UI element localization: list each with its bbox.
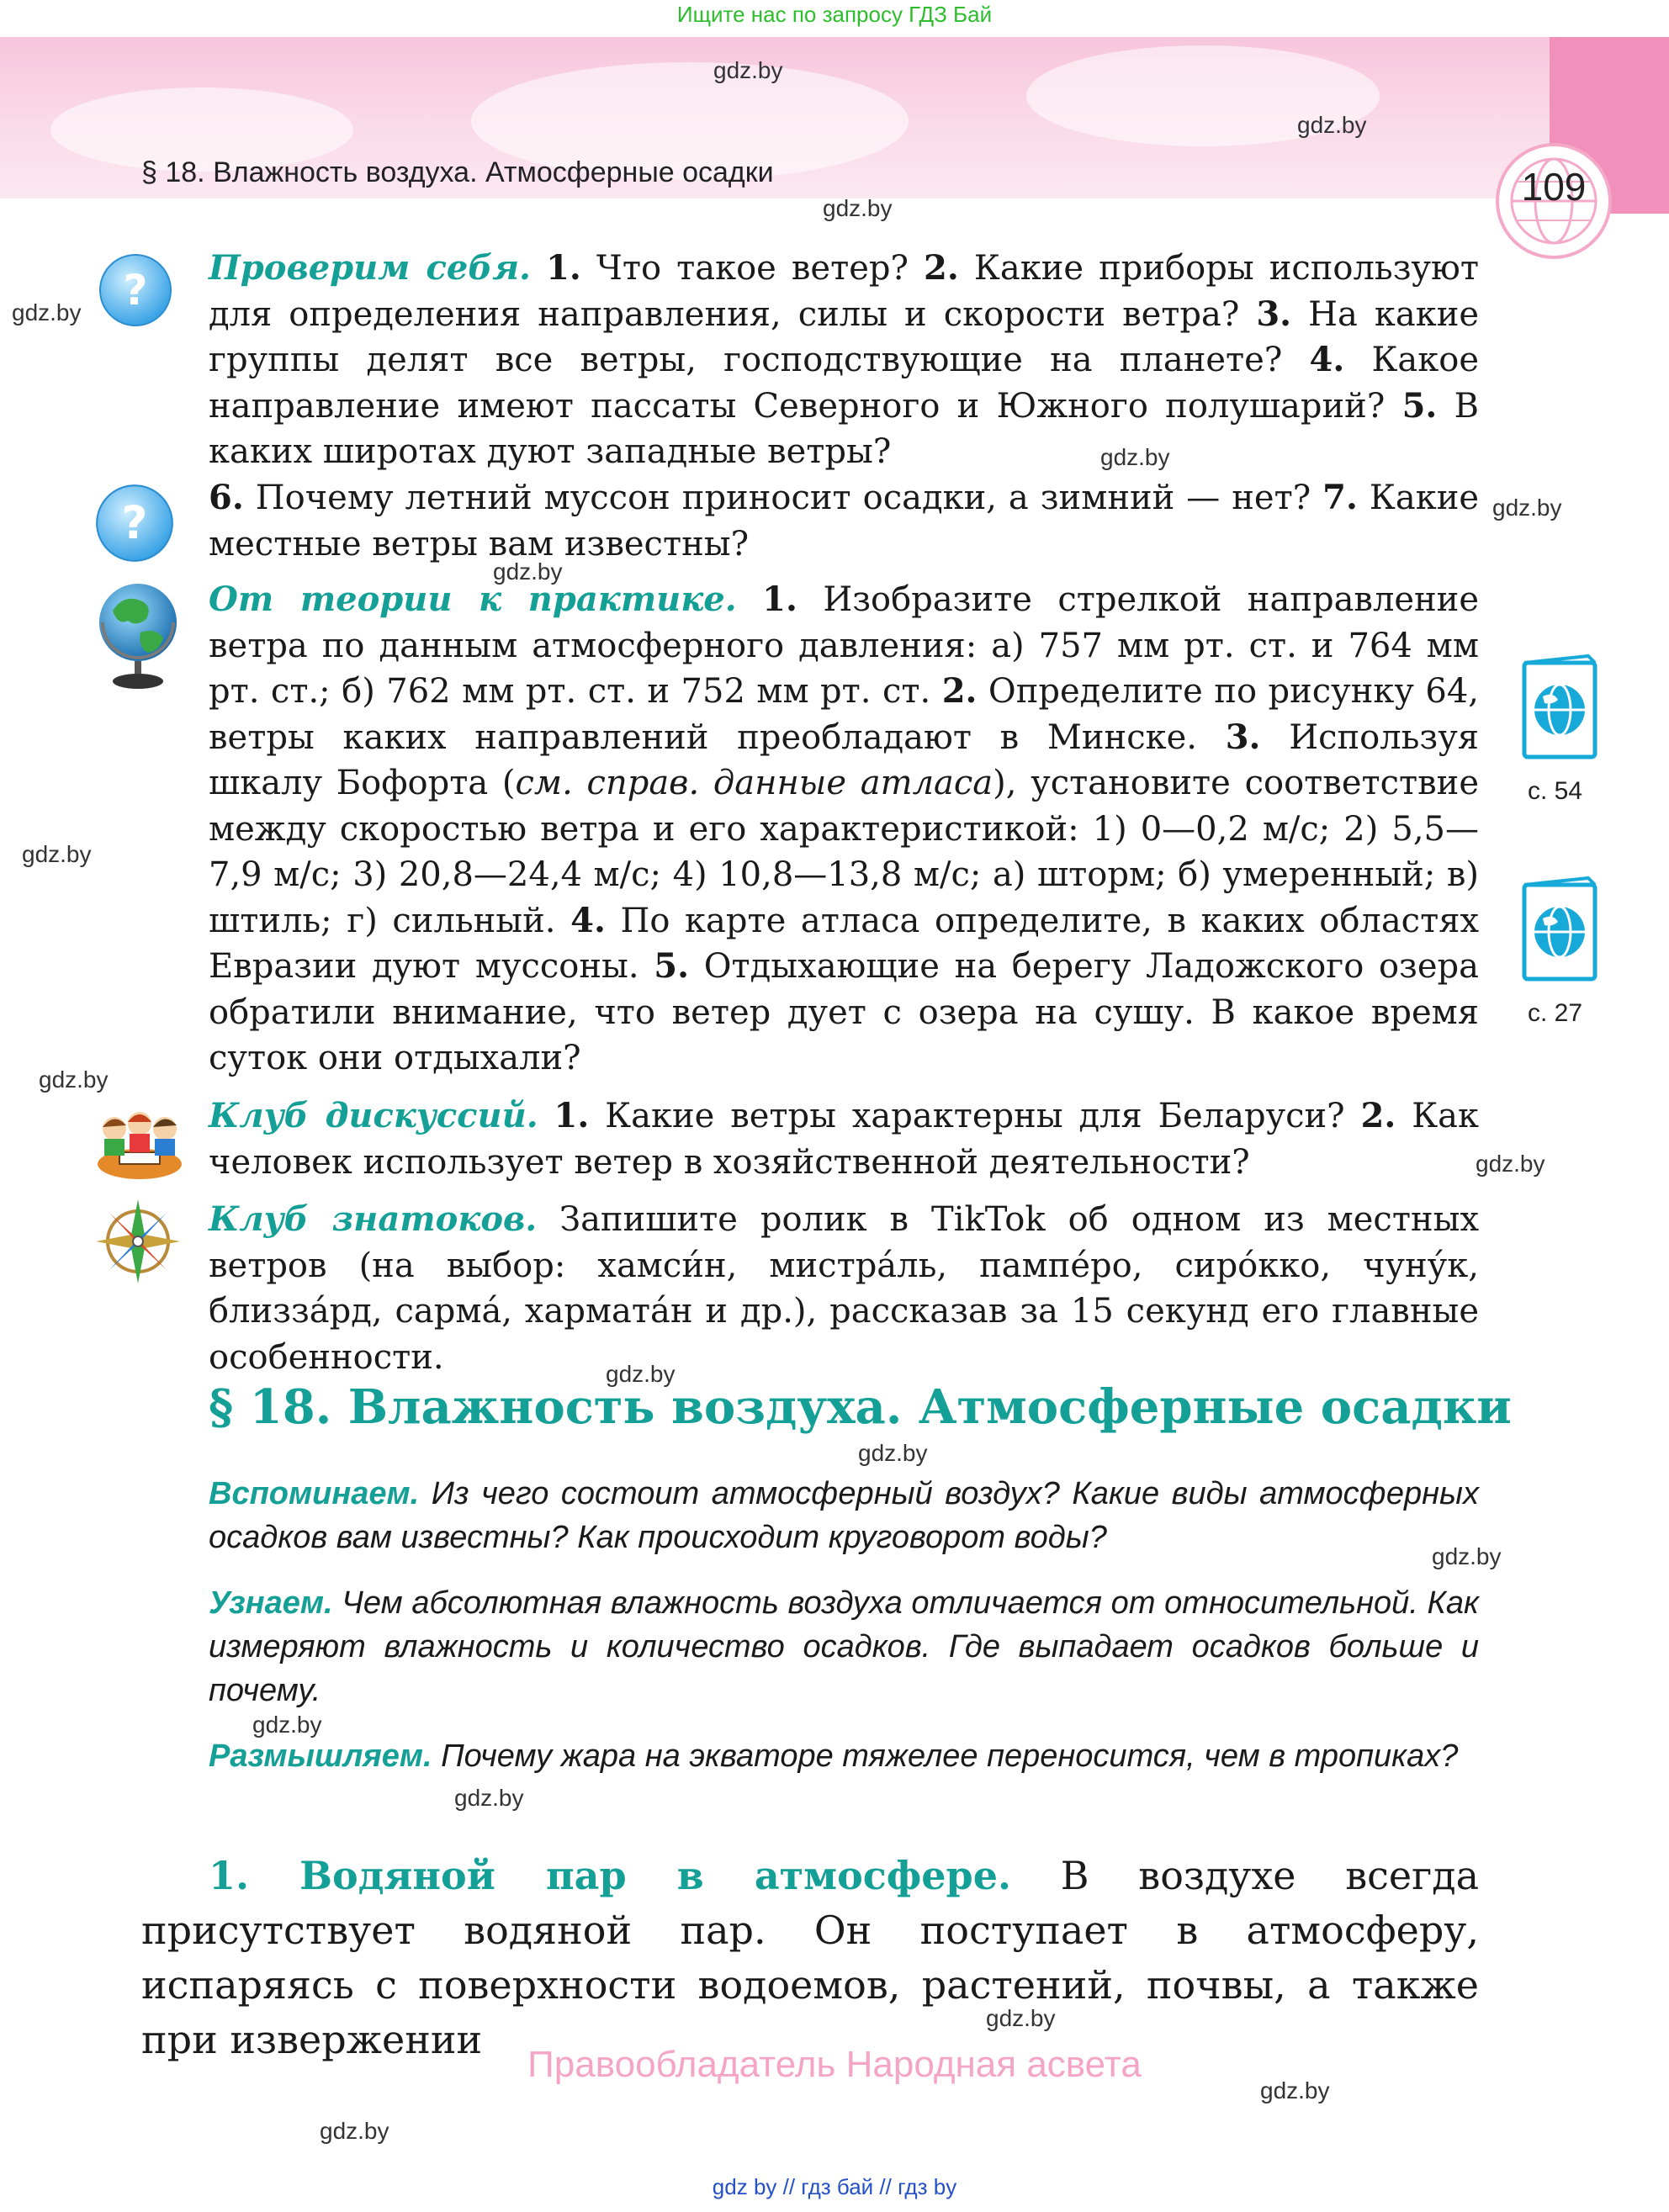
task-number: 4. [570, 900, 606, 940]
globe-icon [94, 577, 182, 691]
watermark: gdz.by [823, 195, 893, 221]
task-text: По карте атласа определите, в каких областях Евразии дуют муссоны. [209, 901, 1480, 986]
svg-text:?: ? [121, 496, 148, 550]
compass-icon [94, 1198, 182, 1285]
watermark: gdz.by [858, 1440, 928, 1466]
check-yourself-advanced-block [209, 475, 1479, 567]
check-yourself-label: Проверим себя. [209, 248, 531, 288]
question-number: 7. [1322, 478, 1358, 517]
atlas-book-icon[interactable] [1519, 653, 1602, 762]
question-number: 5. [1401, 385, 1438, 426]
task-text: Отдыхающие на берегу Ладожского озера обратили внимание, что ветер дует с озера на сушу. В какое время суток они отдыхали? [209, 947, 1479, 1077]
experts-label: Клуб знатоков. [209, 1199, 538, 1239]
question-number: 4. [1309, 340, 1345, 379]
question-number: 6. [209, 478, 244, 517]
question-number: 2. [1360, 1096, 1396, 1135]
watermark: gdz.by [606, 1361, 676, 1387]
atlas-book-icon[interactable] [1519, 875, 1602, 984]
watermark: gdz.by [1492, 495, 1562, 521]
watermark: gdz.by [713, 57, 783, 83]
watermark: gdz.by [22, 841, 92, 867]
watermark: gdz.by [1297, 112, 1367, 138]
question-text: Почему летний муссон приносит осадки, а зимний — нет? [255, 479, 1311, 517]
task-number: 1. [762, 579, 797, 619]
atlas-reference: см. справ. данные атласа [515, 764, 993, 802]
kids-reading-icon [94, 1103, 185, 1184]
task-text: ), установите соответствие между скоростью ветра и его характеристикой: 1) 0—0,2 м/с; 2) 5,5—7,9 м/с; 3) 20,8—24,4 м/с; 4) 10,8—13,8 м/с; а) шторм; б) умеренный; в) штиль; г) сильный. [209, 764, 1479, 940]
discussion-label: Клуб дискуссий. [209, 1096, 538, 1135]
question-number: 1. [554, 1096, 590, 1135]
watermark: gdz.by [1476, 1151, 1545, 1177]
question-text: Какие ветры характерны для Беларуси? [605, 1097, 1345, 1135]
reflect-label: Размышляем. [209, 1738, 432, 1774]
check-yourself-block [209, 246, 1479, 475]
task-number: 3. [1225, 717, 1261, 757]
subsection-paragraph [141, 1849, 1479, 2067]
subsection-title: 1. Водяной пар в атмосфере. [209, 1853, 1011, 1898]
question-text: Как человек использует ветер в хозяйственной деятельности? [209, 1097, 1479, 1182]
question-text: На какие группы делят все ветры, господствующие на планете? [209, 294, 1480, 379]
running-header-title: § 18. Влажность воздуха. Атмосферные осадки [141, 156, 774, 188]
task-text: Используя шкалу Бофорта ( [209, 717, 1479, 802]
question-text: Что такое ветер? [596, 249, 909, 288]
question-number: 3. [1256, 294, 1292, 334]
watermark: gdz.by [39, 1066, 109, 1093]
question-text: В каких широтах дуют западные ветры? [209, 386, 1480, 471]
question-icon [98, 252, 173, 328]
reflect-text: Почему жара на экваторе тяжелее переносится, чем в тропиках? [441, 1738, 1459, 1774]
section-heading: § 18. Влажность воздуха. Атмосферные осадки [209, 1379, 1512, 1435]
svg-text:?: ? [123, 266, 148, 315]
task-number: 2. [941, 671, 978, 711]
bottom-links[interactable]: gdz by // гдз бай // гдз by [712, 2174, 957, 2199]
subsection-text: В воздухе всегда присутствует водяной пар. Он поступает в атмосферу, испаряясь с поверхности водоемов, растений, почвы, а также при извержении [141, 1853, 1480, 2062]
remember-text: Из чего состоит атмосферный воздух? Какие виды атмосферных осадков вам известны? Как происходит круговорот воды? [209, 1476, 1479, 1555]
practice-label: От теории к практике. [209, 579, 737, 619]
remember-block [209, 1472, 1479, 1559]
watermark: gdz.by [1432, 1543, 1502, 1569]
question-text: Какое направление имеют пассаты Северного и Южного полушарий? [209, 341, 1480, 426]
experts-block [209, 1197, 1479, 1380]
learn-block [209, 1581, 1479, 1712]
remember-label: Вспоминаем. [209, 1476, 420, 1511]
top-search-hint[interactable]: Ищите нас по запросу ГДЗ Бай [676, 2, 993, 27]
reflect-block [209, 1734, 1479, 1778]
question-number: 2. [924, 248, 959, 288]
watermark: gdz.by [454, 1785, 524, 1811]
experts-text: Запишите ролик в TikTok об одном из местных ветров (на выбор: хамси́н, мистра́ль, пампе́ро, сиро́кко, чуну́к, близза́рд, сарма́, хармата́н и др.), рассказав за 15 секунд его главные особенности. [209, 1200, 1479, 1377]
task-number: 5. [654, 946, 690, 986]
watermark: gdz.by [252, 1712, 322, 1738]
copyright-notice: Правообладатель Народная асвета [527, 2044, 1142, 2085]
watermark: gdz.by [1260, 2077, 1330, 2104]
practice-block [209, 577, 1479, 1082]
question-text: Какие местные ветры вам известны? [209, 479, 1480, 564]
atlas-page-ref: с. 54 [1528, 777, 1583, 805]
task-text: Изобразите стрелкой направление ветра по данным атмосферного давления: а) 757 мм рт. ст. и 764 мм рт. ст.; б) 762 мм рт. ст. и 752 мм рт. ст. [209, 580, 1480, 711]
watermark: gdz.by [12, 299, 82, 325]
learn-text: Чем абсолютная влажность воздуха отличается от относительной. Как измеряют влажность и количество осадков. Где выпадает осадков больше и почему. [209, 1585, 1479, 1708]
page-number: 109 [1521, 165, 1587, 209]
watermark: gdz.by [493, 558, 563, 585]
discussion-block [209, 1093, 1479, 1185]
question-number: 1. [546, 248, 581, 288]
watermark: gdz.by [1100, 444, 1170, 470]
learn-label: Узнаем. [209, 1585, 333, 1621]
atlas-page-ref: с. 27 [1528, 999, 1583, 1027]
question-text: Какие приборы используют для определения направления, силы и скорости ветра? [209, 249, 1480, 334]
task-text: Определите по рисунку 64, ветры каких направлений преобладают в Минске. [209, 672, 1479, 757]
watermark: gdz.by [320, 2118, 389, 2144]
question-icon [94, 483, 175, 564]
watermark: gdz.by [986, 2005, 1056, 2031]
